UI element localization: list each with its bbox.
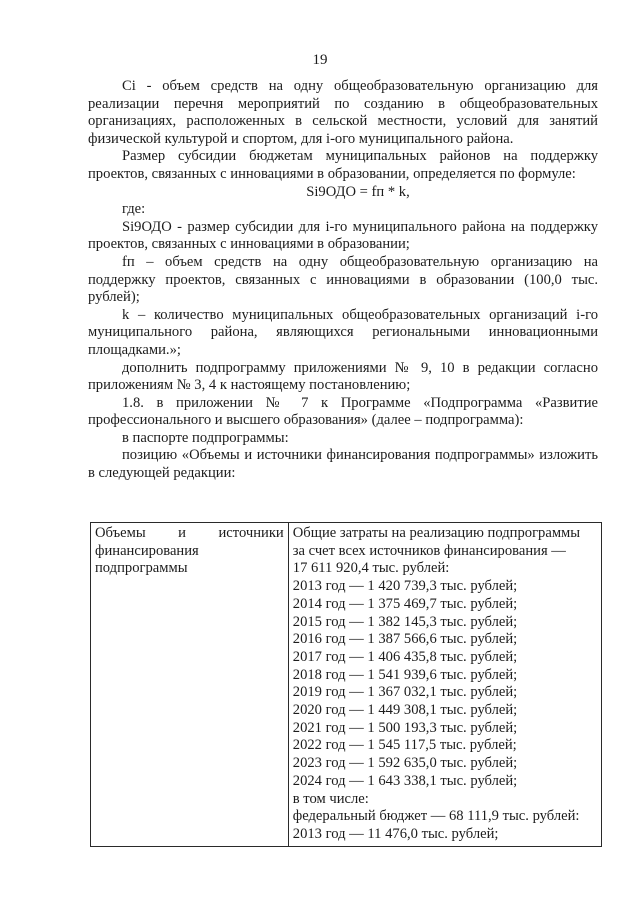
value-line: 2014 год — 1 375 469,7 тыс. рублей; [292, 595, 518, 612]
value-line: федеральный бюджет — 68 111,9 тыс. рублей: [292, 808, 580, 825]
paragraph: Ci - объем средств на одну общеобразовательную организацию для реализации перечня мероприятий по созданию в общеобразовательных организациях, расположенных в сельской местности, условий для занятий физической культурой и спортом, для i-ого муниципального района. [88, 78, 598, 147]
page-number: 19 [312, 52, 328, 68]
label-first-line [95, 525, 284, 543]
value-line: 2016 год — 1 387 566,6 тыс. рублей; [292, 631, 518, 648]
value-line: 2019 год — 1 367 032,1 тыс. рублей; [292, 684, 518, 701]
value-line: 2013 год — 1 420 739,3 тыс. рублей; [292, 578, 518, 595]
paragraph: дополнить подпрограмму приложениями № 9, 10 в редакции согласно приложениям № 3, 4 к настоящему постановлению; [88, 359, 598, 394]
value-line: 2021 год — 1 500 193,3 тыс. рублей; [292, 719, 518, 736]
label-word: и [178, 525, 186, 541]
value-line: 2022 год — 1 545 117,5 тыс. рублей; [292, 737, 517, 754]
value-line: 2023 год — 1 592 635,0 тыс. рублей; [292, 755, 518, 772]
table-row [91, 523, 602, 847]
value-line: Общие затраты на реализацию подпрограммы [292, 525, 581, 541]
value-line: в том числе: [292, 790, 369, 807]
formula: Si9ОДО = fп * k, [306, 183, 410, 200]
value-line: 2020 год — 1 449 308,1 тыс. рублей; [292, 702, 518, 719]
value-line: 2013 год — 11 476,0 тыс. рублей; [292, 825, 499, 842]
value-line: 2015 год — 1 382 145,3 тыс. рублей; [292, 613, 518, 630]
table-value-cell [288, 523, 601, 847]
paragraph: Размер субсидии бюджетам муниципальных районов на поддержку проектов, связанных с инновациями в образовании, определяется по формуле: [88, 148, 598, 182]
definition: Si9ОДО - размер субсидии для i-го муниципального района на поддержку проектов, связанных с инновациями в образовании; [88, 218, 598, 253]
where-label: где: [122, 201, 146, 218]
definition: fп – объем средств на одну общеобразовательную организацию на поддержку проектов, связанных с инновациями в образовании (100,0 тыс. рублей); [88, 253, 598, 306]
value-line: за счет всех источников финансирования — [292, 542, 566, 559]
passport-table [90, 522, 602, 847]
definition: k – количество муниципальных общеобразовательных организаций i-го муниципального района, являющихся региональными инновационными площадками.»; [88, 306, 598, 358]
table-label-cell [91, 523, 289, 847]
label-word: Объемы [95, 525, 146, 541]
paragraph: в паспорте подпрограммы: [122, 429, 289, 446]
paragraph: 1.8. в приложении № 7 к Программе «Подпрограмма «Развитие профессионального и высшего образования» (далее – подпрограмма): [88, 394, 598, 429]
label-word: источники [218, 525, 284, 541]
value-line: 2024 год — 1 643 338,1 тыс. рублей; [292, 772, 518, 789]
value-line: 2018 год — 1 541 939,6 тыс. рублей; [292, 666, 518, 683]
document-body [88, 78, 598, 483]
label-line: подпрограммы [95, 560, 188, 577]
paragraph: позицию «Объемы и источники финансирования подпрограммы» изложить в следующей редакции: [88, 447, 598, 482]
label-line: финансирования [95, 542, 199, 559]
value-line: 2017 год — 1 406 435,8 тыс. рублей; [292, 648, 518, 665]
value-line: 17 611 920,4 тыс. рублей: [292, 560, 450, 577]
